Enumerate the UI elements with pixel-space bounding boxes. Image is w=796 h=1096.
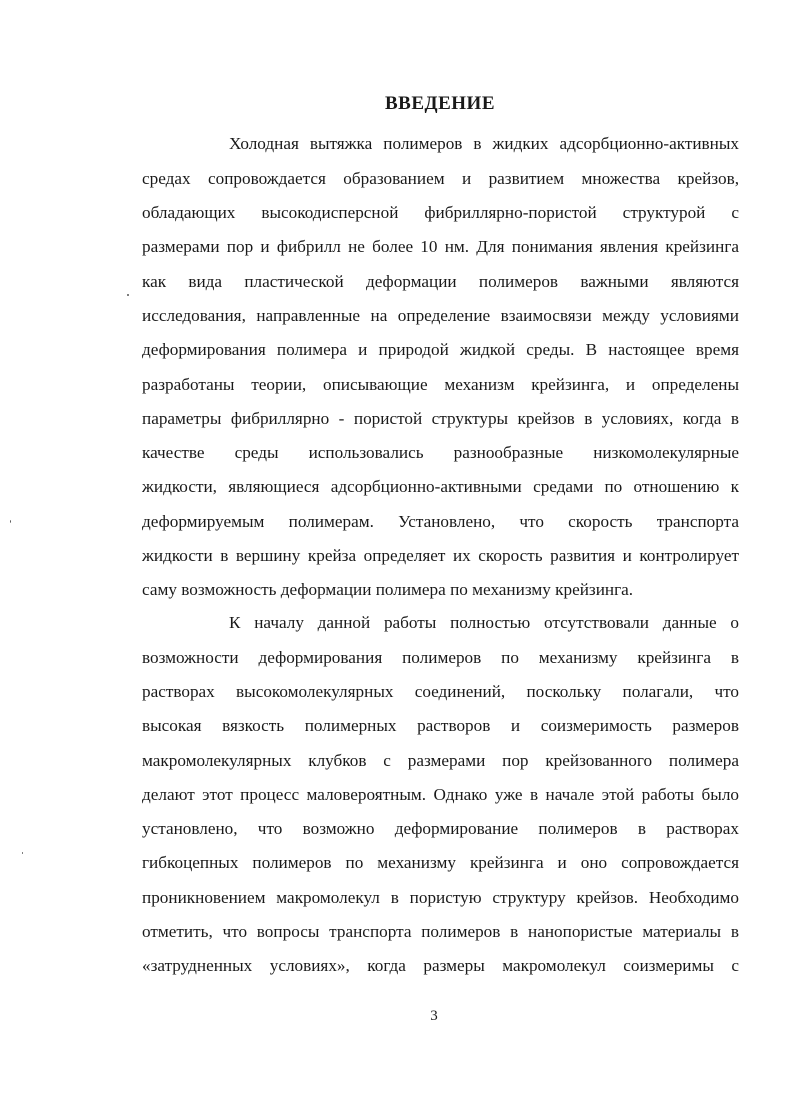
- scan-speck: [10, 520, 11, 523]
- paragraph-2-line-7: установлено, что возможно деформирование полимеров в растворах: [142, 819, 739, 838]
- paragraph-1-line-4: размерами пор и фибрилл не более 10 нм. Для понимания явления крейзинга: [142, 237, 739, 256]
- paragraph-2-line-2: возможности деформирования полимеров по механизму крейзинга в: [142, 648, 739, 667]
- paragraph-1-line-14: саму возможность деформации полимера по механизму крейзинга.: [142, 580, 634, 599]
- paragraph-1-line-12: деформируемым полимерам. Установлено, что скорость транспорта: [142, 512, 739, 531]
- paragraph-2-line-10: отметить, что вопросы транспорта полимеров в нанопористые материалы в: [142, 922, 739, 941]
- paragraph-2-line-5: макромолекулярных клубков с размерами пор крейзованного полимера: [142, 751, 739, 770]
- paragraph-1-line-13: жидкости в вершину крейза определяет их скорость развития и контролирует: [142, 546, 739, 565]
- paragraph-2-line-11: «затрудненных условиях», когда размеры макромолекул соизмеримы с: [142, 956, 739, 975]
- paragraph-1-line-1: Холодная вытяжка полимеров в жидких адсорбционно-активных: [229, 134, 739, 153]
- paragraph-1-line-8: разработаны теории, описывающие механизм крейзинга, и определены: [142, 375, 739, 394]
- paragraph-1-line-6: исследования, направленные на определение взаимосвязи между условиями: [142, 306, 739, 325]
- page-title: ВВЕДЕНИЕ: [385, 93, 495, 114]
- paragraph-1-line-7: деформирования полимера и природой жидкой среды. В настоящее время: [142, 340, 739, 359]
- paragraph-2-line-3: растворах высокомолекулярных соединений, поскольку полагали, что: [142, 682, 739, 701]
- scan-speck: [127, 294, 129, 296]
- paragraph-1-line-2: средах сопровождается образованием и развитием множества крейзов,: [142, 169, 739, 188]
- paragraph-1-line-3: обладающих высокодисперсной фибриллярно-пористой структурой с: [142, 203, 739, 222]
- paragraph-2-line-9: проникновением макромолекул в пористую структуру крейзов. Необходимо: [142, 888, 739, 907]
- scan-speck: [22, 852, 23, 854]
- paragraph-2-line-6: делают этот процесс маловероятным. Однако уже в начале этой работы было: [142, 785, 739, 804]
- paragraph-2-line-4: высокая вязкость полимерных растворов и соизмеримость размеров: [142, 716, 739, 735]
- paragraph-1-line-9: параметры фибриллярно - пористой структуры крейзов в условиях, когда в: [142, 409, 739, 428]
- paragraph-1-line-10: качестве среды использовались разнообразные низкомолекулярные: [142, 443, 739, 462]
- paragraph-1-line-11: жидкости, являющиеся адсорбционно-активными средами по отношению к: [142, 477, 739, 496]
- paragraph-2-line-1: К началу данной работы полностью отсутствовали данные о: [229, 613, 739, 632]
- paragraph-2-line-8: гибкоцепных полимеров по механизму крейзинга и оно сопровождается: [142, 853, 739, 872]
- page-number: 3: [430, 1008, 438, 1024]
- paragraph-1-line-5: как вида пластической деформации полимеров важными являются: [142, 272, 739, 291]
